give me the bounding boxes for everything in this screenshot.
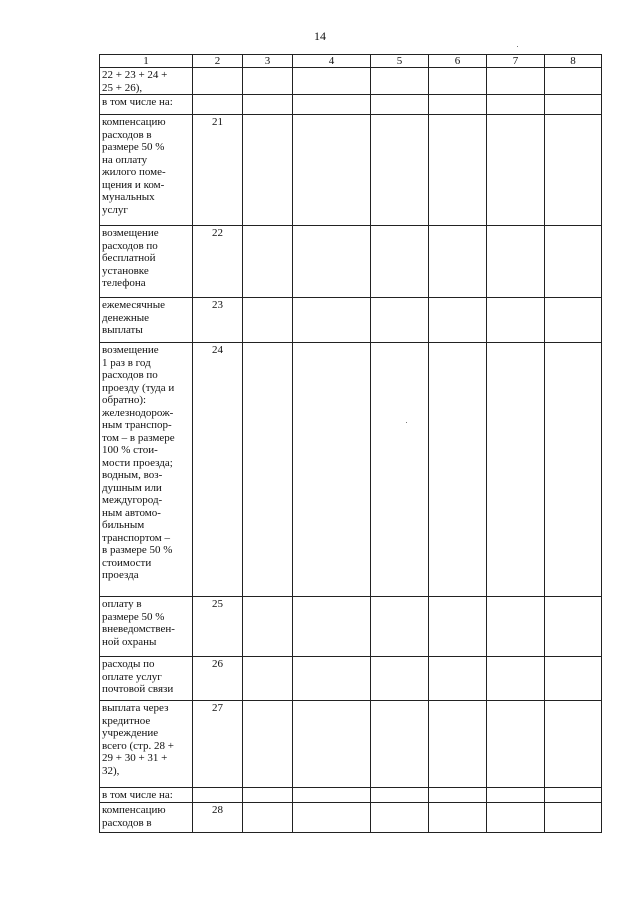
row-label: расходы по оплате услуг почтовой связи — [100, 657, 193, 701]
empty-cell — [545, 343, 602, 597]
empty-cell — [487, 803, 545, 833]
table-row — [100, 803, 602, 833]
table-row — [100, 701, 602, 788]
empty-cell — [487, 701, 545, 788]
data-table — [99, 54, 602, 833]
empty-cell — [293, 803, 371, 833]
empty-cell — [293, 68, 371, 95]
empty-cell — [545, 803, 602, 833]
row-label: компенсацию расходов в — [100, 803, 193, 833]
table-row — [100, 597, 602, 657]
empty-cell — [371, 788, 429, 803]
column-header: 2 — [193, 55, 243, 68]
empty-cell — [243, 298, 293, 343]
table-row — [100, 226, 602, 298]
row-code: 26 — [193, 657, 243, 701]
row-code: 22 — [193, 226, 243, 298]
empty-cell — [429, 788, 487, 803]
column-header: 5 — [371, 55, 429, 68]
row-label: в том числе на: — [100, 788, 193, 803]
table-header-row — [100, 55, 602, 68]
row-label: возмещение 1 раз в год расходов по проезду (туда и обратно): железнодорож- ным транспор- том – в размере 100 % стои- мости проезда; водным, воз- душным или междугород- ным автомо- бильным транспортом – в размере 50 % стоимости проезда — [100, 343, 193, 597]
empty-cell — [545, 298, 602, 343]
empty-cell — [293, 701, 371, 788]
empty-cell — [487, 115, 545, 226]
empty-cell — [487, 343, 545, 597]
empty-cell — [293, 343, 371, 597]
empty-cell — [371, 597, 429, 657]
empty-cell — [243, 597, 293, 657]
table-row — [100, 298, 602, 343]
empty-cell — [487, 68, 545, 95]
empty-cell — [545, 597, 602, 657]
empty-cell — [429, 803, 487, 833]
row-code: 28 — [193, 803, 243, 833]
row-code: 25 — [193, 597, 243, 657]
empty-cell — [545, 701, 602, 788]
page-number: 14 — [314, 29, 326, 43]
row-label: 22 + 23 + 24 + 25 + 26), — [100, 68, 193, 95]
empty-cell — [243, 343, 293, 597]
empty-cell — [545, 226, 602, 298]
table-row — [100, 68, 602, 95]
table-row — [100, 95, 602, 115]
column-header: 4 — [293, 55, 371, 68]
row-code — [193, 68, 243, 95]
column-header: 6 — [429, 55, 487, 68]
empty-cell — [371, 115, 429, 226]
row-label: ежемесячные денежные выплаты — [100, 298, 193, 343]
empty-cell — [293, 226, 371, 298]
empty-cell — [371, 657, 429, 701]
empty-cell — [371, 803, 429, 833]
empty-cell — [243, 657, 293, 701]
empty-cell — [429, 95, 487, 115]
column-header: 8 — [545, 55, 602, 68]
table-row — [100, 343, 602, 597]
scan-speck — [517, 46, 518, 47]
column-header: 1 — [100, 55, 193, 68]
empty-cell — [371, 226, 429, 298]
empty-cell — [429, 298, 487, 343]
empty-cell — [429, 343, 487, 597]
column-header: 7 — [487, 55, 545, 68]
empty-cell — [487, 298, 545, 343]
empty-cell — [487, 788, 545, 803]
empty-cell — [371, 701, 429, 788]
empty-cell — [545, 95, 602, 115]
row-code: 27 — [193, 701, 243, 788]
empty-cell — [429, 701, 487, 788]
table-row — [100, 115, 602, 226]
table-row — [100, 657, 602, 701]
row-code: 24 — [193, 343, 243, 597]
row-label: в том числе на: — [100, 95, 193, 115]
empty-cell — [429, 115, 487, 226]
row-label: выплата через кредитное учреждение всего (стр. 28 + 29 + 30 + 31 + 32), — [100, 701, 193, 788]
empty-cell — [371, 68, 429, 95]
row-code: 21 — [193, 115, 243, 226]
empty-cell — [487, 95, 545, 115]
empty-cell — [429, 226, 487, 298]
row-label: оплату в размере 50 % вневедомствен- ной охраны — [100, 597, 193, 657]
scan-speck — [406, 422, 407, 423]
empty-cell — [371, 298, 429, 343]
empty-cell — [487, 226, 545, 298]
empty-cell — [293, 95, 371, 115]
empty-cell — [243, 95, 293, 115]
empty-cell — [243, 115, 293, 226]
row-label: возмещение расходов по бесплатной установке телефона — [100, 226, 193, 298]
empty-cell — [429, 68, 487, 95]
empty-cell — [243, 226, 293, 298]
row-code — [193, 95, 243, 115]
empty-cell — [545, 657, 602, 701]
row-code: 23 — [193, 298, 243, 343]
empty-cell — [429, 597, 487, 657]
empty-cell — [487, 597, 545, 657]
empty-cell — [371, 343, 429, 597]
empty-cell — [243, 68, 293, 95]
empty-cell — [371, 95, 429, 115]
empty-cell — [545, 788, 602, 803]
row-label: компенсацию расходов в размере 50 % на оплату жилого поме- щения и ком- мунальных услуг — [100, 115, 193, 226]
empty-cell — [487, 657, 545, 701]
empty-cell — [429, 657, 487, 701]
empty-cell — [293, 115, 371, 226]
row-code — [193, 788, 243, 803]
column-header: 3 — [243, 55, 293, 68]
empty-cell — [243, 701, 293, 788]
empty-cell — [293, 597, 371, 657]
table-row — [100, 788, 602, 803]
empty-cell — [293, 657, 371, 701]
empty-cell — [293, 298, 371, 343]
empty-cell — [243, 788, 293, 803]
empty-cell — [545, 68, 602, 95]
empty-cell — [293, 788, 371, 803]
empty-cell — [545, 115, 602, 226]
empty-cell — [243, 803, 293, 833]
